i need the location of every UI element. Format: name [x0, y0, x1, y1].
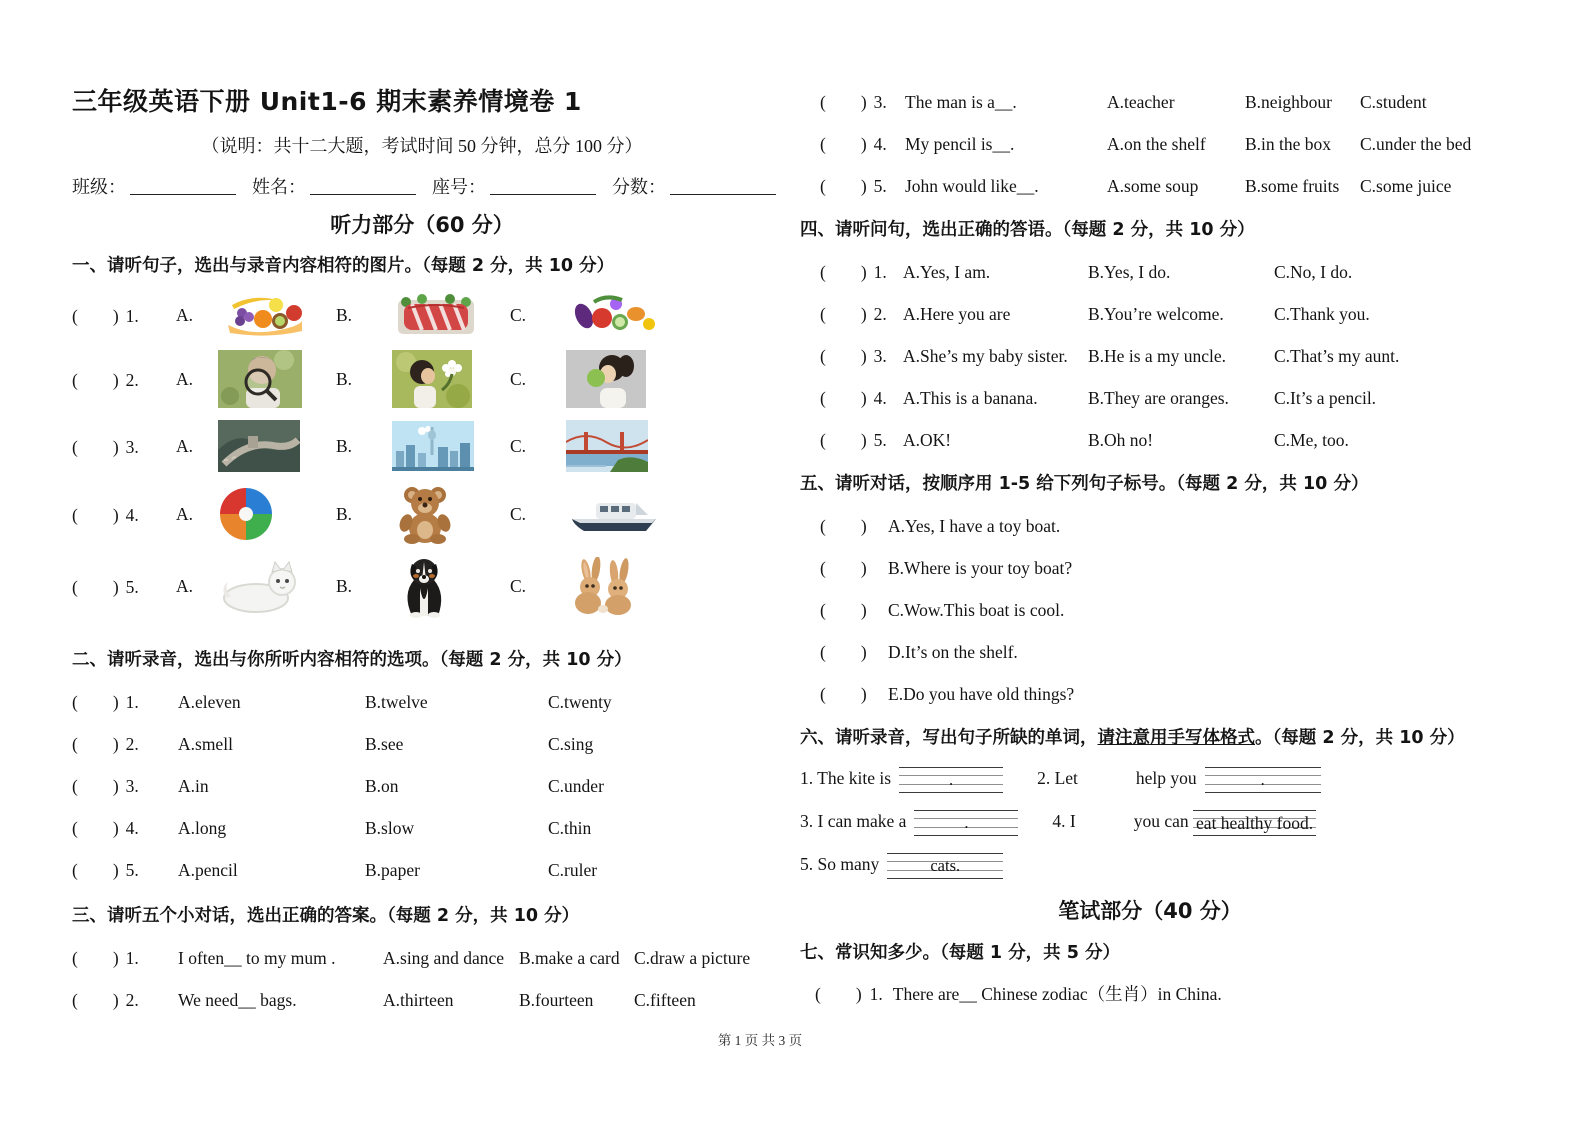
question-number: 2. [125, 369, 139, 390]
answer-slot: ( ) [820, 642, 867, 662]
blank-inner-text: cats. [930, 855, 961, 875]
option-a: A.on the shelf [1107, 134, 1206, 154]
s5-sentence-row [800, 682, 1500, 706]
option-c: C.fifteen [634, 990, 696, 1010]
answer-slot: ( ) [820, 600, 867, 620]
answer-slot: ( ) [820, 388, 867, 408]
left-column [72, 0, 772, 1012]
option-a: A.teacher [1107, 92, 1175, 112]
s4-question-row [800, 260, 1500, 284]
question-number: 4. [125, 818, 139, 838]
option-c: C.It’s a pencil. [1274, 388, 1377, 408]
dictation-text: help you [1135, 768, 1197, 788]
option-c: C.under [548, 776, 604, 796]
section7-heading: 七、常识知多少。（每题 1 分，共 5 分） [800, 942, 1120, 963]
s5-sentence-row [800, 514, 1500, 538]
s2-question-row [72, 816, 772, 840]
option-a-label: A. [176, 435, 194, 456]
exam-note: （说明：共十二大题，考试时间 50 分钟，总分 100 分） [201, 136, 643, 156]
option-a: A.in [178, 776, 209, 796]
class-blank [130, 176, 236, 195]
section5-heading: 五、请听对话，按顺序用 1-5 给下列句子标号。（每题 2 分，共 10 分） [800, 474, 1369, 494]
question-number: 1. [869, 983, 883, 1004]
option-b: B.paper [365, 860, 420, 880]
option-a: A.some soup [1107, 176, 1199, 196]
section4-heading: 四、请听问句，选出正确的答语。（每题 2 分，共 10 分） [800, 220, 1255, 240]
option-c: C.twenty [548, 692, 612, 712]
s4-question-row [800, 344, 1500, 368]
section3-heading: 三、请听五个小对话，选出正确的答案。（每题 2 分，共 10 分） [72, 906, 580, 926]
white-cat-image [218, 558, 336, 614]
page-number: 第 1 页 共 3 页 [717, 1033, 803, 1048]
right-column [800, 0, 1500, 1006]
dictation-text: 2. Let [1037, 768, 1078, 788]
option-b-label: B. [336, 575, 353, 596]
vegetables-image [566, 292, 772, 338]
s6-dictation-line [800, 765, 1500, 793]
sentence: A.Yes, I have a toy boat. [888, 516, 1061, 536]
question-number: 5. [125, 860, 139, 880]
sentence: C.Wow.This boat is cool. [888, 600, 1065, 620]
option-b: B.Yes, I do. [1088, 262, 1171, 282]
option-c-label: C. [510, 368, 527, 389]
answer-slot: ( ) [72, 369, 119, 390]
option-a: A.Yes, I am. [903, 262, 991, 282]
option-b: B.in the box [1245, 134, 1332, 154]
dictation-text: 4. I [1052, 810, 1076, 831]
question-stem: There are__ Chinese zodiac（生肖）in China. [892, 983, 1222, 1004]
name-label: 姓名： [252, 177, 306, 197]
s3-question-row [72, 988, 772, 1012]
s3-question-row [72, 946, 772, 970]
option-b-label: B. [336, 435, 353, 456]
section6-heading-post: 。（每题 2 分，共 10 分） [1255, 728, 1465, 748]
question-number: 1. [873, 262, 887, 282]
section6-heading-pre: 六、请听录音，写出句子所缺的单词， [800, 728, 1098, 748]
option-a: A.OK! [903, 430, 952, 450]
writing-lines-blank [887, 853, 1003, 879]
answer-slot: ( ) [815, 983, 862, 1004]
section6-heading-emphasis: 请注意用手写体格式 [1097, 728, 1255, 748]
seat-blank [490, 176, 596, 195]
s1-question-row [72, 348, 772, 410]
s1-question-row [72, 290, 772, 340]
s1-question-row [72, 554, 772, 618]
girl-smelling-flower-image [392, 350, 510, 408]
name-blank [310, 176, 416, 195]
answer-slot: ( ) [820, 430, 867, 450]
s1-question-row [72, 418, 772, 474]
option-c: C.sing [548, 734, 594, 754]
s7-question-row [800, 982, 1500, 1006]
answer-slot: ( ) [72, 734, 119, 754]
dog-image [392, 554, 510, 618]
great-wall-image [218, 420, 336, 472]
option-b: B.make a card [519, 948, 620, 968]
student-info-row [72, 175, 772, 199]
s1-question-row [72, 482, 772, 546]
city-skyline-image [392, 421, 510, 471]
option-b: B.fourteen [519, 990, 594, 1010]
writing-lines-blank [1205, 767, 1321, 793]
question-number: 3. [873, 92, 887, 112]
s4-question-row [800, 428, 1500, 452]
option-c-label: C. [510, 503, 527, 524]
option-a: A.sing and dance [383, 948, 505, 968]
question-stem: I often__ to my mum . [178, 948, 336, 968]
section2-heading: 二、请听录音，选出与你所听内容相符的选项。（每题 2 分，共 10 分） [72, 650, 632, 670]
dictation-text: 5. So many [800, 853, 880, 874]
option-a: A.eleven [178, 692, 241, 712]
answer-slot: ( ) [820, 516, 867, 536]
answer-slot: ( ) [72, 576, 119, 597]
question-number: 1. [125, 305, 139, 326]
option-b: B.He is a my uncle. [1088, 346, 1227, 366]
question-number: 2. [873, 304, 887, 324]
s4-question-row [800, 386, 1500, 410]
option-a-label: A. [176, 368, 194, 389]
question-stem: My pencil is__. [905, 134, 1015, 154]
s3-question-row [800, 174, 1500, 198]
answer-slot: ( ) [72, 504, 119, 525]
s6-dictation-line [800, 808, 1500, 836]
written-part-title: 笔试部分（40 分） [1058, 898, 1242, 923]
answer-slot: ( ) [72, 436, 119, 457]
option-b: B.slow [365, 818, 415, 838]
sentence: D.It’s on the shelf. [888, 642, 1018, 662]
option-b: B.neighbour [1245, 92, 1333, 112]
class-label: 班级： [72, 177, 126, 197]
answer-slot: ( ) [72, 990, 119, 1010]
page-title: 三年级英语下册 Unit1-6 期末素养情境卷 1 [72, 87, 582, 116]
answer-slot: ( ) [820, 176, 867, 196]
s5-sentence-row [800, 598, 1500, 622]
option-b-label: B. [336, 503, 353, 524]
answer-slot: ( ) [820, 346, 867, 366]
option-a: A.long [178, 818, 227, 838]
option-c: C.thin [548, 818, 592, 838]
beach-ball-image [218, 486, 336, 542]
option-a-label: A. [176, 304, 194, 325]
s5-sentence-row [800, 556, 1500, 580]
blank-period: . [949, 769, 954, 789]
option-c: C.student [1360, 92, 1427, 112]
dictation-text: you can [1133, 810, 1189, 831]
option-c: C.No, I do. [1274, 262, 1353, 282]
listening-part-title: 听力部分（60 分） [330, 213, 514, 237]
writing-lines-blank [914, 810, 1018, 836]
question-number: 5. [125, 576, 139, 597]
question-number: 3. [125, 776, 139, 796]
option-c-label: C. [510, 575, 527, 596]
answer-slot: ( ) [72, 692, 119, 712]
option-c-label: C. [510, 304, 527, 325]
question-stem: The man is a__. [905, 92, 1017, 112]
girl-eating-apple-image [566, 350, 772, 408]
option-b-label: B. [336, 304, 353, 325]
question-number: 1. [125, 948, 139, 968]
answer-slot: ( ) [72, 860, 119, 880]
option-a: A.smell [178, 734, 233, 754]
option-a: A.She’s my baby sister. [903, 346, 1068, 366]
option-a: A.Here you are [903, 304, 1011, 324]
answer-slot: ( ) [820, 684, 867, 704]
blank-period: . [964, 812, 969, 832]
question-stem: John would like__. [905, 176, 1039, 196]
question-number: 3. [125, 436, 139, 457]
answer-slot: ( ) [72, 305, 119, 326]
lined-dictation-text: eat healthy food. [1193, 810, 1316, 836]
question-number: 4. [873, 134, 887, 154]
question-stem: We need__ bags. [178, 990, 297, 1010]
s2-question-row [72, 690, 772, 714]
writing-lines-blank [899, 767, 1003, 793]
answer-slot: ( ) [72, 818, 119, 838]
option-c: C.ruler [548, 860, 598, 880]
s6-dictation-line [800, 851, 1500, 879]
seat-label: 座号： [432, 177, 486, 197]
option-b: B.on [365, 776, 399, 796]
s3-question-row [800, 90, 1500, 114]
s2-question-row [72, 732, 772, 756]
option-a: A.thirteen [383, 990, 454, 1010]
option-c: C.That’s my aunt. [1274, 346, 1400, 366]
s2-question-row [72, 858, 772, 882]
question-number: 5. [873, 176, 887, 196]
rabbits-image [566, 557, 772, 615]
question-number: 5. [873, 430, 887, 450]
question-number: 3. [873, 346, 887, 366]
golden-gate-bridge-image [566, 420, 772, 472]
option-c: C.Me, too. [1274, 430, 1349, 450]
answer-slot: ( ) [820, 134, 867, 154]
s3-question-row [800, 132, 1500, 156]
option-c: C.under the bed [1360, 134, 1472, 154]
option-b: B.Oh no! [1088, 430, 1154, 450]
answer-slot: ( ) [72, 776, 119, 796]
blank-period: . [1260, 769, 1265, 789]
question-number: 2. [125, 734, 139, 754]
question-number: 4. [125, 504, 139, 525]
meat-image [392, 290, 510, 340]
option-c: C.Thank you. [1274, 304, 1370, 324]
answer-slot: ( ) [820, 304, 867, 324]
question-number: 4. [873, 388, 887, 408]
s2-question-row [72, 774, 772, 798]
option-c-label: C. [510, 435, 527, 456]
teddy-bear-image [392, 483, 510, 545]
option-a: A.This is a banana. [903, 388, 1038, 408]
section1-heading: 一、请听句子，选出与录音内容相符的图片。（每题 2 分，共 10 分） [72, 256, 615, 276]
option-a-label: A. [176, 503, 194, 524]
boy-magnifier-image [218, 350, 336, 408]
fruits-image [218, 291, 336, 339]
dictation-text: 3. I can make a [800, 810, 907, 831]
section6-heading [800, 726, 1500, 750]
answer-slot: ( ) [820, 92, 867, 112]
answer-slot: ( ) [820, 262, 867, 282]
answer-slot: ( ) [820, 558, 867, 578]
question-number: 1. [125, 692, 139, 712]
option-b: B.some fruits [1245, 176, 1340, 196]
dictation-text: 1. The kite is [800, 768, 892, 788]
motor-boat-image [566, 493, 772, 535]
option-b: B.They are oranges. [1088, 388, 1229, 408]
sentence: E.Do you have old things? [888, 684, 1075, 704]
s5-sentence-row [800, 640, 1500, 664]
option-c: C.draw a picture [634, 948, 751, 968]
option-a: A.pencil [178, 860, 238, 880]
option-b: B.You’re welcome. [1088, 304, 1224, 324]
sentence: B.Where is your toy boat? [888, 558, 1073, 578]
option-b-label: B. [336, 368, 353, 389]
score-blank [670, 176, 776, 195]
option-c: C.some juice [1360, 176, 1452, 196]
option-b: B.twelve [365, 692, 428, 712]
s4-question-row [800, 302, 1500, 326]
answer-slot: ( ) [72, 948, 119, 968]
option-b: B.see [365, 734, 404, 754]
question-number: 2. [125, 990, 139, 1010]
option-a-label: A. [176, 575, 194, 596]
score-label: 分数： [612, 177, 666, 197]
